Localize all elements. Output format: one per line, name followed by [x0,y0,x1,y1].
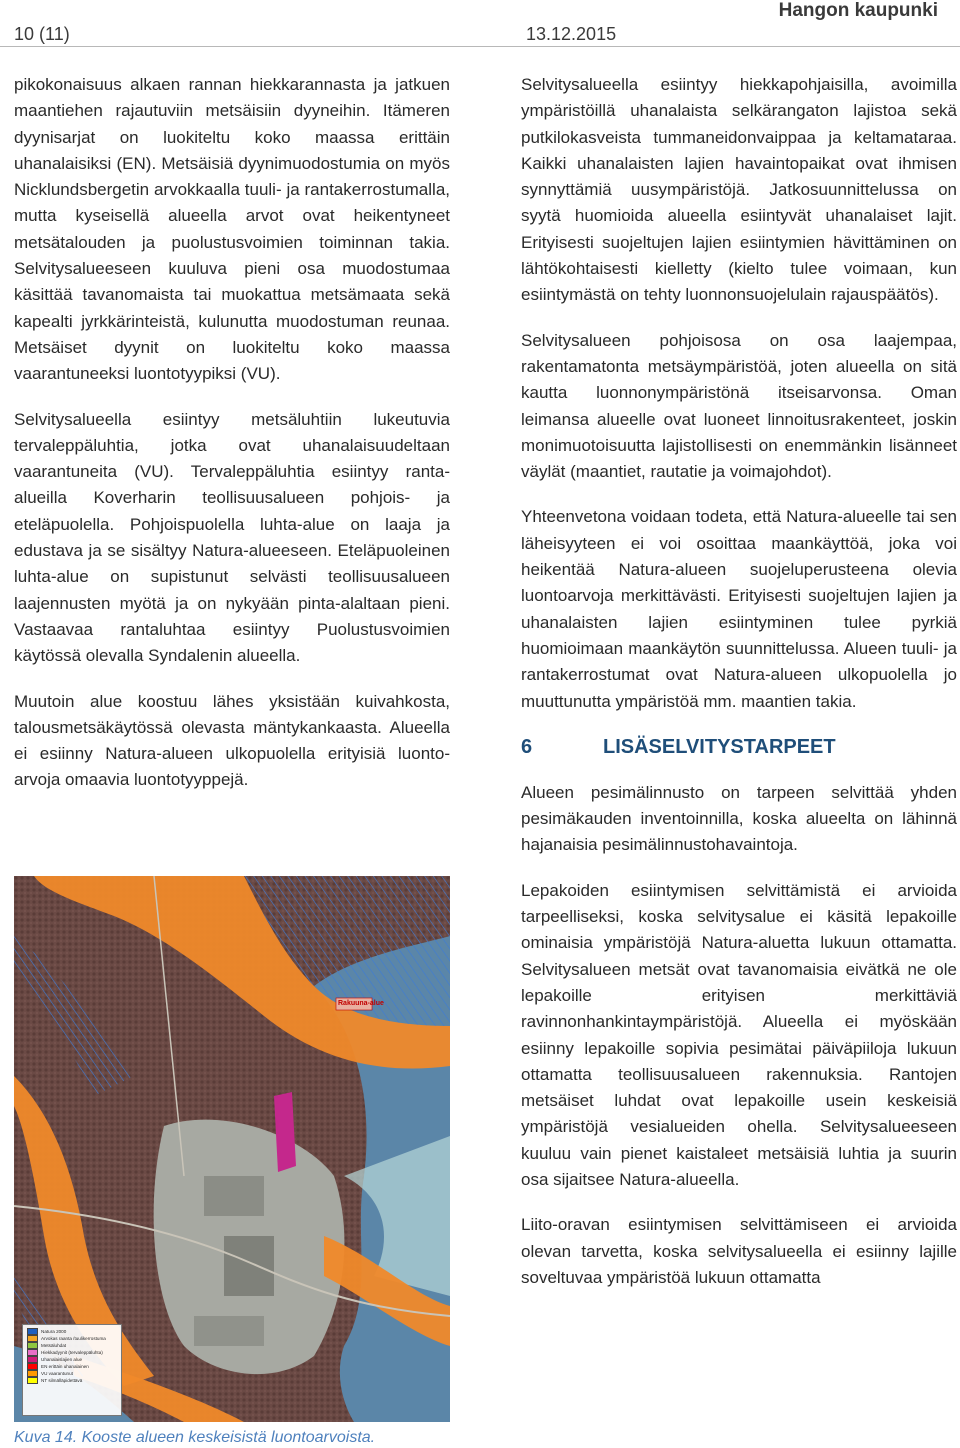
legend-item: Uhanalaislajien alue [27,1356,117,1363]
legend-item: NT silmälläpidettävä [27,1377,117,1384]
legend-swatch [27,1349,38,1356]
legend-swatch [27,1342,38,1349]
paragraph: Alueen pesimälinnusto on tarpeen selvittää yhden pesimäkauden inventoinnilla, koska alueelta on lähinnä hajanaisia pesimälinnustohavaintoja. [521,782,957,855]
legend-item: Metsäluhdat [27,1342,117,1349]
page-number: 10 (11) [14,24,70,44]
paragraph: Selvitysalueen pohjoisosa on osa laajempaa, rakentamatonta metsäympäristöä, joten alueella on sitä kautta luonnonympäristönä itseisarvonsa. Oman leimansa alueelle ovat luoneet linnoitusrakenteet, joskin monimuotoisuutta lajistollisesti on enemmänkin lisänneet väylät (maantiet, rautatie ja voimajohdot). [521,330,957,482]
right-column [521,72,957,1310]
legend-swatch [27,1363,38,1370]
paragraph: Liito-oravan esiintymisen selvittämiseen ei arvioida olevan tarvetta, koska selvitysalueella ei esiinny lajille soveltuvaa ympäristöä lukuun ottamatta [521,1215,957,1287]
document-date: 13.12.2015 [526,24,617,44]
legend-swatch [27,1335,38,1342]
legend-item: EN erittäin uhanalainen [27,1363,117,1370]
legend-swatch [27,1377,38,1384]
paragraph: Selvitysalueella esiintyy hiekkapohjaisilla, avoimilla ympäristöillä uhanalaista selkärangaton lajistoa sekä putkilokasveista tummaneidonvaippaa ja keltamataraa. Kaikki uhanalaisten lajien havaintopaikat ovat ihmisen synnyttämiä uusympäristöjä. Jatkosuunnittelussa on syytä huomioida alueella esiintyvät uhanalaiset lajit. Erityisesti suojeltujen lajien esiintymien hävittäminen on lähtökohtaisesti kielletty (kielto tulee voimaan, kun esiintymästä on tehty luonnonsuojelulain rajauspäätös). [521,75,957,305]
legend-item: Arvokas raanta /tuulikerrostuma [27,1335,117,1342]
legend-swatch [27,1370,38,1377]
paragraph: Muutoin alue koostuu lähes yksistään kuivahkosta, talousmetsäkäytössä olevasta mäntykankaasta. Alueella ei esiinny Natura-alueen ulkopuolella erityisiä luontoarvoja omaavia luontotyyppejä. [14,691,450,790]
section-heading [521,734,957,760]
map-legend [22,1324,122,1416]
paragraph: Selvitysalueella esiintyy metsäluhtiin lukeutuvia tervaleppäluhtia, jotka ovat uhanalaisuudeltaan vaarantuneita (VU). Tervaleppäluhtia esiintyy ranta-alueilla Koverharin teollisuusalueen pohjois- ja eteläpuolella. Pohjoispuolella luhta-alue on laaja ja edustava ja se sisältyy Natura-alueeseen. Eteläpuoleinen luhta-alue on supistunut selvästi teollisuusalueen laajennusten myötä ja on nykyään pinta-alaltaan pieni. Vastaavaa rantaluhtaa esiintyy Puolustusvoimien käytössä olevalla Syndalenin alueella. [14,409,450,666]
section-title: LISÄSELVITYSTARPEET [603,735,836,758]
paragraph: pikokonaisuus alkaen rannan hiekkarannasta ja jatkuen maantiehen rajautuviin metsäisiin dyyneihin. Itämeren dyynisarjat on luokiteltu koko maassa erittäin uhanalaisiksi (EN). Metsäisiä dyynimuodostumia on myös Nicklundsbergetin arvokkaalla tuuli- ja rantakerrostumalla, mutta kyseisellä alueella arvot ovat heikentyneet metsätalouden ja puolustusvoimien toiminnan takia. Selvitysalueeseen kuuluva pieni osa muodostumaa käsittää tavanomaista tai muokattua metsämaata sekä kapealti jyrkkärinteistä, kulunutta muodostuman reunaa. Metsäiset dyynit on luokiteltu koko maassa vaarantuneeksi luontotyypiksi (VU). [14,75,450,384]
map-label: Rakuuna-alue [338,1000,384,1007]
legend-item: VU vaarantunut [27,1370,117,1377]
section-number: 6 [521,735,533,758]
left-column [14,72,450,813]
paragraph: Yhteenvetona voidaan todeta, että Natura-alueelle tai sen läheisyyteen ei voi osoittaa maankäyttöä, joka voi heikentää Natura-alueen suojeluperusteena olevia luontoarvoja merkittävästi. Erityisesti suojeltujen lajien ja uhanalaisten lajien esiintyminen tulee pyrkiä huomioimaan maankäytön suunnittelussa. Alueen tuuli- ja rantakerrostumat ovat Natura-alueen ulkopuolella jo muuttunutta ympäristöä mm. maantien takia. [521,507,957,711]
map-figure [14,876,450,1422]
organization-name: Hangon kaupunki [778,0,938,21]
page-header [0,0,960,47]
paragraph: Lepakoiden esiintymisen selvittämistä ei arvioida tarpeelliseksi, koska selvitysalue ei käsitä lepakoille ominaisia ympäristöjä Natura-aluetta lukuun ottamatta. Selvitysalueen metsät ovat tavanomaisia eivätkä ne ole lepakoille erityisen merkittäviä ravinnonhankintaympäristöjä. Alueella ei myöskään esiinny lepakoille sopivia pesimätai päiväpiiloja lukuun ottamatta teollisuusalueen rakennuksia. Rantojen metsäiset luhdat ovat lepakoille usein keskeisiä ympäristöjä vesialueiden ohella. Selvitysalueeseen kuuluu vain pienet kaistaleet metsäisiä luhtia ja suurin osa sijaitsee Natura-alueella. [521,880,957,1189]
legend-swatch [27,1356,38,1363]
legend-item: Natura 2000 [27,1328,117,1335]
legend-item: Hiekkadyynit (tervaleppäluhta) [27,1349,117,1356]
figure-caption: Kuva 14. Kooste alueen keskeisistä luontoarvoista. [14,1429,376,1446]
legend-swatch [27,1328,38,1335]
